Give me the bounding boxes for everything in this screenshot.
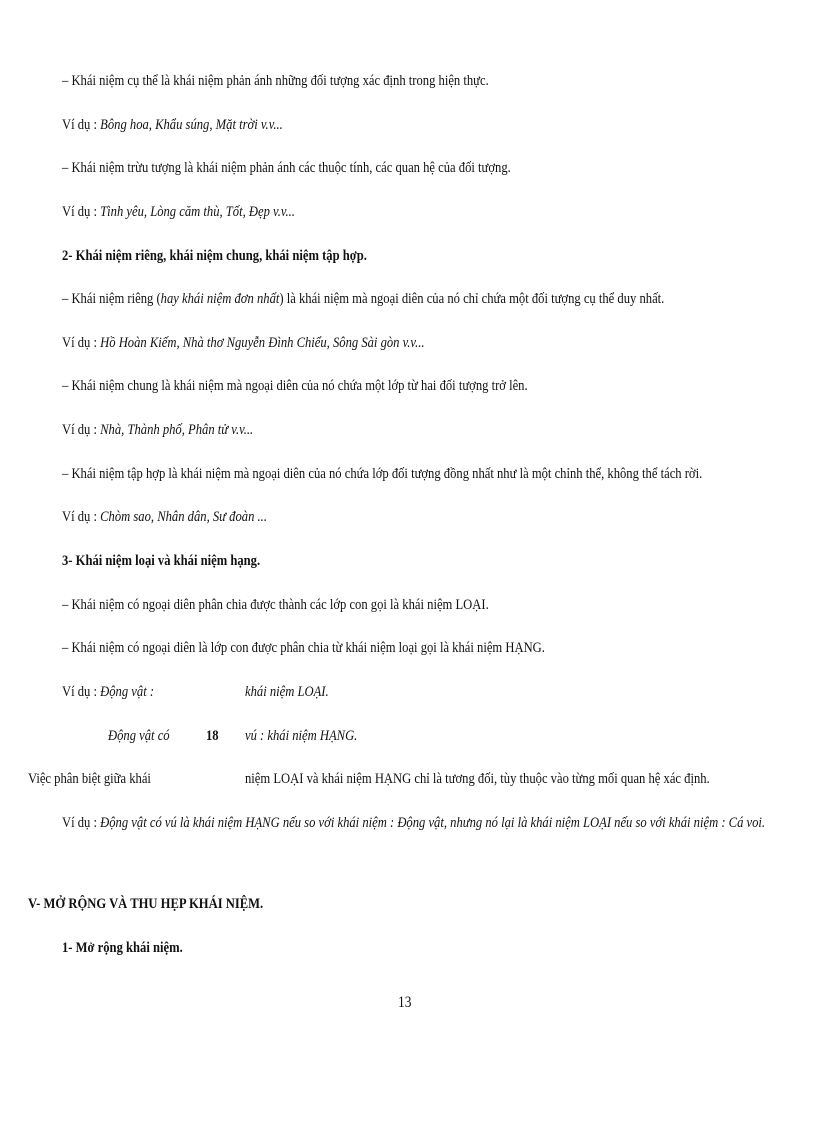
example-species-label: Động vật có	[108, 728, 170, 744]
paragraph-concrete-concept: – Khái niệm cụ thể là khái niệm phản ánh những đối tượng xác định trong hiện thực.	[62, 73, 489, 89]
paragraph-individual-concept: – Khái niệm riêng (hay khái niệm đơn nhất) là khái niệm mà ngoại diên của nó chỉ chứa một đối tượng cụ thể duy nhất.	[62, 291, 665, 307]
paragraph-species-concept: – Khái niệm có ngoại diên là lớp con được phân chia từ khái niệm loại gọi là khái niệm HẠNG.	[62, 640, 545, 656]
paragraph-relativity-left: Việc phân biệt giữa khái	[28, 771, 151, 787]
heading-section-2: 2- Khái niệm riêng, khái niệm chung, khái niệm tập hợp.	[62, 248, 367, 264]
example-individual: Ví dụ : Hồ Hoàn Kiếm, Nhà thơ Nguyễn Đình Chiểu, Sông Sài gòn v.v...	[62, 335, 425, 351]
paragraph-general-concept: – Khái niệm chung là khái niệm mà ngoại diên của nó chứa một lớp từ hai đối tượng trở lên.	[62, 378, 528, 394]
paragraph-collective-concept: – Khái niệm tập hợp là khái niệm mà ngoại diên của nó chứa lớp đối tượng đồng nhất như là một chỉnh thể, không thể tách rời.	[62, 466, 703, 482]
heading-section-5-1: 1- Mở rộng khái niệm.	[62, 940, 183, 956]
page-number: 13	[398, 994, 412, 1011]
example-abstract: Ví dụ : Tình yêu, Lòng căm thù, Tốt, Đẹp v.v...	[62, 204, 295, 220]
paragraph-genus-concept: – Khái niệm có ngoại diên phân chia được thành các lớp con gọi là khái niệm LOẠI.	[62, 597, 489, 613]
example-collective: Ví dụ : Chòm sao, Nhân dân, Sư đoàn ...	[62, 509, 267, 525]
example-genus-value: khái niệm LOẠI.	[245, 684, 329, 700]
example-species-value: vú : khái niệm HẠNG.	[245, 728, 358, 744]
paragraph-relativity-right: niệm LOẠI và khái niệm HẠNG chỉ là tương đối, tùy thuộc vào từng mối quan hệ xác định.	[245, 771, 710, 787]
example-species-number: 18	[206, 728, 219, 744]
example-general: Ví dụ : Nhà, Thành phố, Phân tử v.v...	[62, 422, 254, 438]
example-relativity: Ví dụ : Động vật có vú là khái niệm HẠNG nếu so với khái niệm : Động vật, nhưng nó lại là khái niệm LOẠI nếu so với khái niệm : Cá voi.	[62, 815, 766, 831]
example-concrete: Ví dụ : Bông hoa, Khẩu súng, Mặt trời v.v...	[62, 117, 283, 133]
paragraph-abstract-concept: – Khái niệm trừu tượng là khái niệm phản ánh các thuộc tính, các quan hệ của đối tượng.	[62, 160, 511, 176]
heading-part-5: V- MỞ RỘNG VÀ THU HẸP KHÁI NIỆM.	[28, 896, 264, 912]
example-genus-label: Ví dụ : Động vật :	[62, 684, 155, 700]
heading-section-3: 3- Khái niệm loại và khái niệm hạng.	[62, 553, 261, 569]
